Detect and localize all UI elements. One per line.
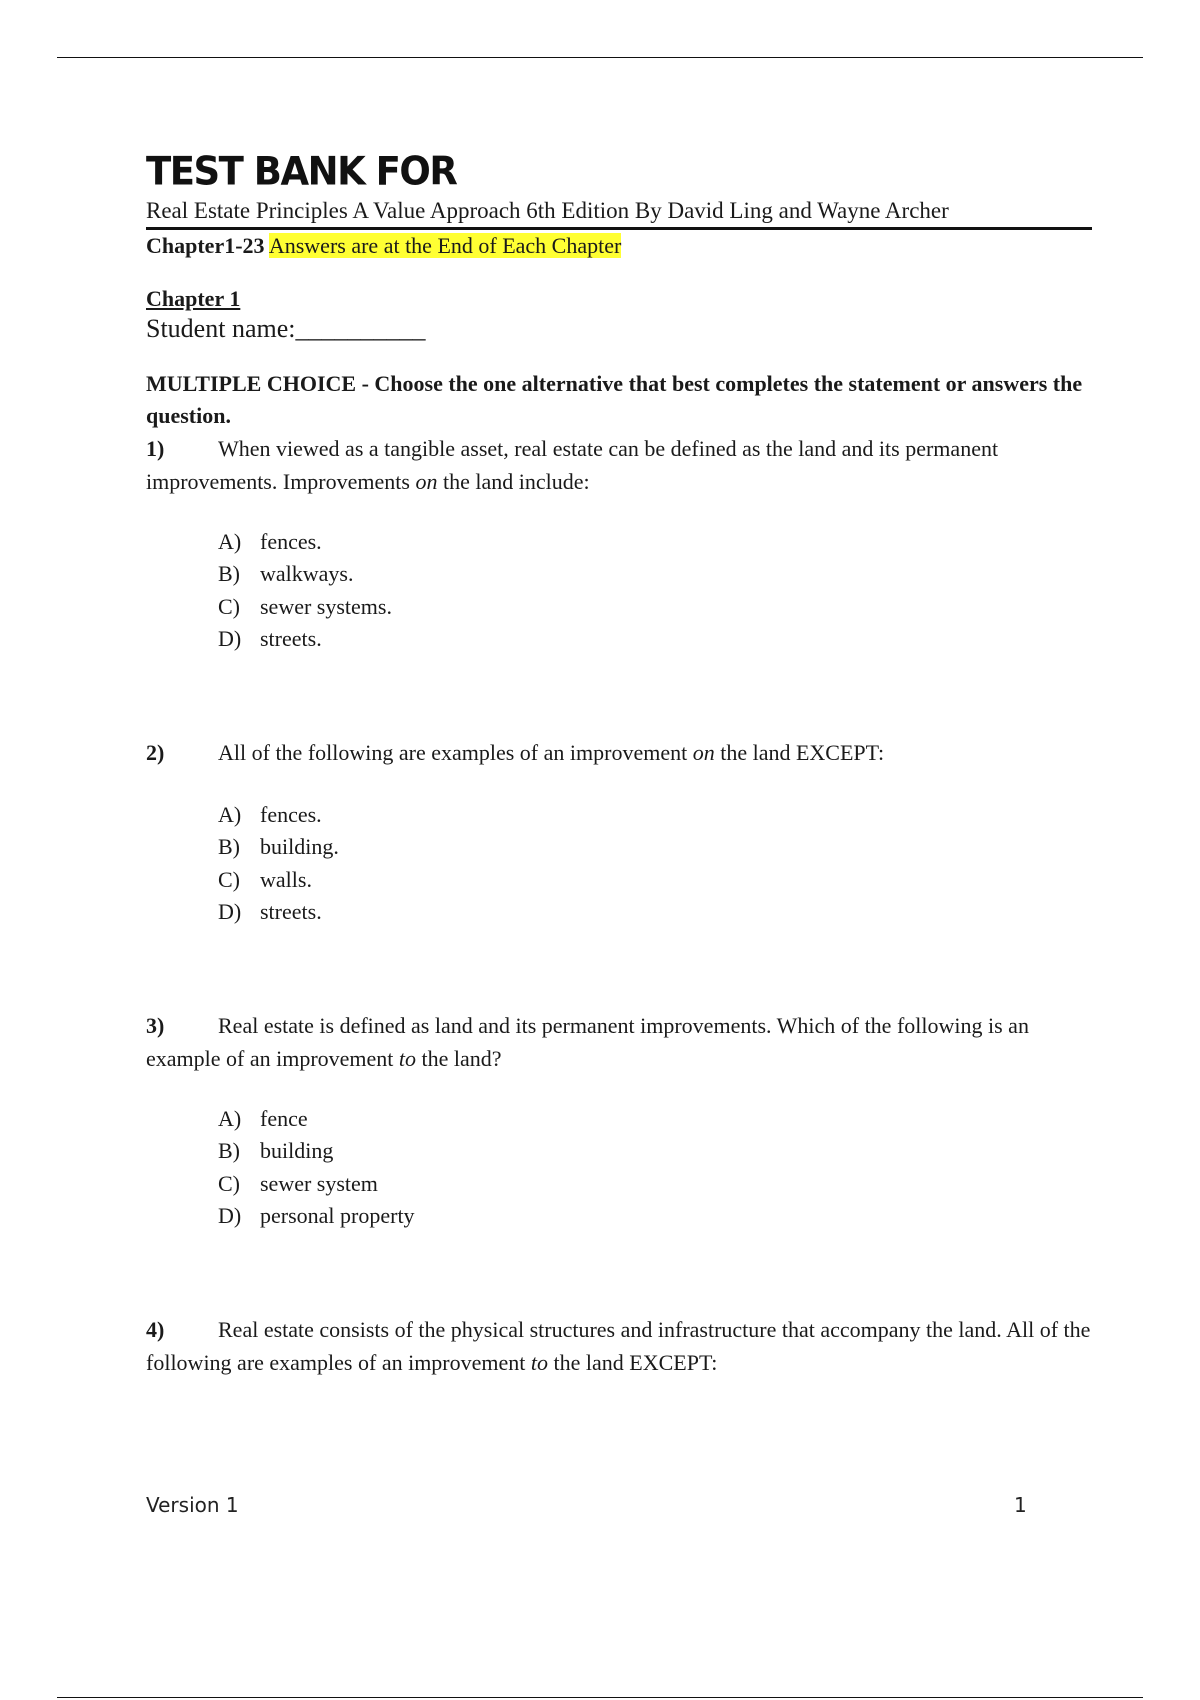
- footer-page-number: 1: [1014, 1493, 1027, 1517]
- question-number: 3): [146, 1012, 165, 1038]
- option-c: C) sewer systems.: [218, 593, 392, 619]
- chapter-range-line: [146, 232, 1092, 261]
- book-title: Real Estate Principles A Value Approach 6th Edition By David Ling and Wayne Archer: [146, 198, 949, 223]
- question-text: Real estate is defined as land and its permanent improvements. Which of the following is an example of an improvement: [146, 1012, 1029, 1071]
- option-a: A) fence: [218, 1105, 308, 1131]
- question-text: All of the following are examples of an improvement: [218, 739, 693, 765]
- option-b: B) walkways.: [218, 561, 354, 587]
- student-name-field: Student name:__________: [146, 313, 426, 343]
- option-a: A) fences.: [218, 801, 322, 827]
- question-4: [146, 1313, 1092, 1379]
- question-3-options: [218, 1103, 1092, 1233]
- question-number: 2): [146, 739, 165, 765]
- document-heading: TEST BANK FOR: [146, 148, 457, 194]
- chapter-title: Chapter 1: [146, 286, 241, 312]
- question-3: [146, 1009, 1092, 1075]
- document-body: [146, 148, 1092, 1379]
- question-text-end: the land include:: [437, 468, 590, 494]
- question-text: When viewed as a tangible asset, real estate can be defined as the land and its permanent improvements. Improvements: [146, 435, 999, 494]
- option-b: B) building.: [218, 834, 339, 860]
- bottom-rule: [57, 1697, 1143, 1698]
- question-2-options: [218, 799, 1092, 929]
- instructions: MULTIPLE CHOICE - Choose the one alternative that best completes the statement or answers the question.: [146, 370, 1083, 428]
- question-emphasis: to: [530, 1349, 549, 1375]
- option-c: C) walls.: [218, 866, 312, 892]
- question-text-end: the land EXCEPT:: [714, 739, 885, 765]
- question-text-end: the land EXCEPT:: [548, 1349, 718, 1375]
- question-emphasis: to: [398, 1045, 417, 1071]
- question-text-end: the land?: [416, 1045, 502, 1071]
- option-c: C) sewer system: [218, 1170, 378, 1196]
- option-d: D) streets.: [218, 626, 322, 652]
- question-number: 1): [146, 435, 165, 461]
- footer-version: Version 1: [146, 1493, 239, 1517]
- option-d: D) streets.: [218, 899, 322, 925]
- option-b: B) building: [218, 1138, 334, 1164]
- question-text: Real estate consists of the physical structures and infrastructure that accompany the land. All of the following are examples of an improvement: [146, 1316, 1091, 1375]
- question-2: [146, 736, 1092, 769]
- question-1: [146, 432, 1092, 498]
- question-1-options: [218, 526, 1092, 656]
- top-rule: [57, 57, 1143, 58]
- question-emphasis: on: [415, 468, 438, 494]
- option-d: D) personal property: [218, 1203, 415, 1229]
- chapter-range: Chapter1-23: [146, 232, 265, 258]
- question-emphasis: on: [692, 739, 715, 765]
- option-a: A) fences.: [218, 528, 322, 554]
- answers-note: Answers are at the End of Each Chapter: [268, 232, 622, 258]
- question-number: 4): [146, 1316, 165, 1342]
- title-underline: [146, 227, 1092, 230]
